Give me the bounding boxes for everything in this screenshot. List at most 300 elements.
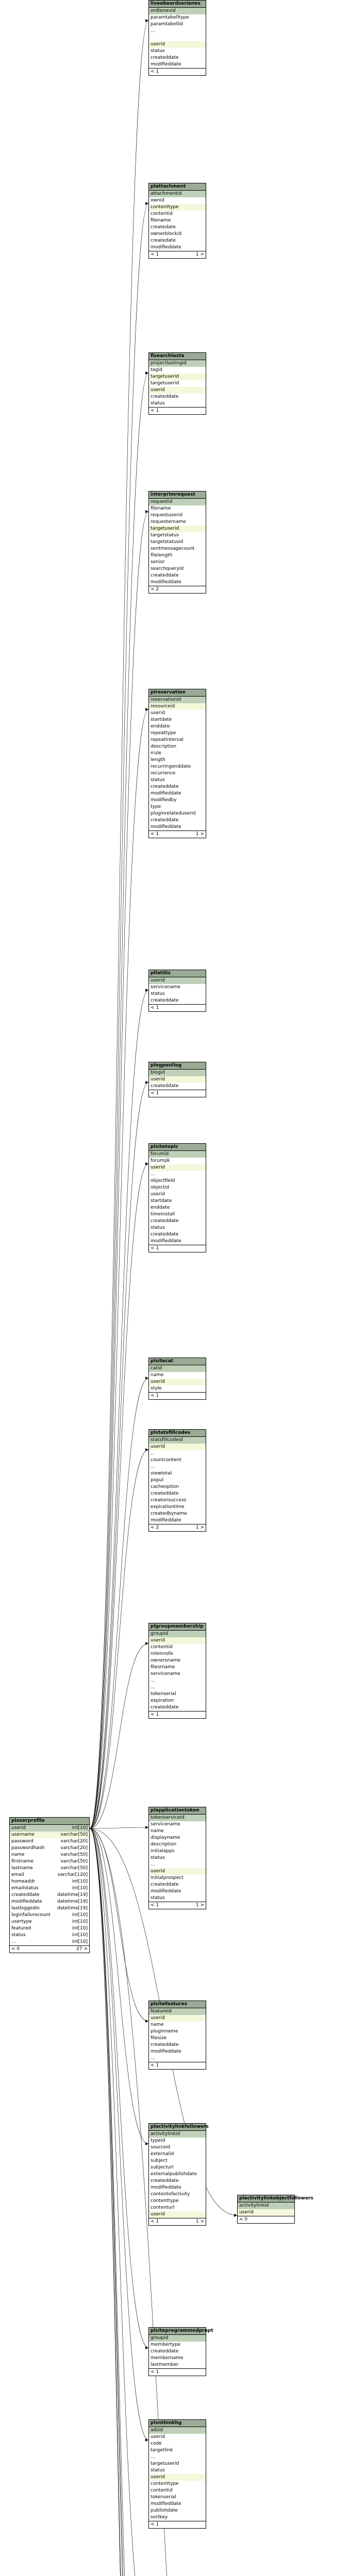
column-name: code <box>151 2441 162 2446</box>
column-row <box>149 804 206 810</box>
column-row <box>10 1872 89 1878</box>
column-name: name <box>11 1852 25 1857</box>
column-row <box>149 2461 206 2467</box>
column-name: servicename <box>151 1671 180 1676</box>
column-row <box>149 1198 206 1205</box>
column-row <box>149 2178 206 2184</box>
column-row <box>10 1885 89 1892</box>
table-header: plactivitylinkfollowers <box>149 2124 206 2131</box>
column-name: createddate <box>151 394 179 399</box>
column-row <box>149 2454 206 2461</box>
column-row <box>149 8 206 14</box>
column-row <box>149 2198 206 2205</box>
relationship-edge <box>90 1828 148 2440</box>
column-row <box>149 2191 206 2198</box>
column-row <box>149 28 206 35</box>
column-name: repeatinterval <box>151 737 184 742</box>
column-name: creatonsuccess <box>151 1498 187 1503</box>
column-name: requestid <box>151 499 173 504</box>
column-row <box>149 1821 206 1828</box>
column-name: contentid <box>151 211 173 216</box>
column-row <box>149 1861 206 1868</box>
column-name: targetlink <box>151 2448 173 2453</box>
column-type: varchar[20] <box>60 1839 88 1844</box>
table-plapplicationtoken <box>148 1807 206 1909</box>
column-name: sourceid <box>151 2145 171 2150</box>
column-name: userid <box>151 1444 165 1449</box>
column-name: firstname <box>11 1859 34 1864</box>
column-name: email <box>11 1872 24 1877</box>
column-row <box>149 1178 206 1184</box>
column-name: forumid <box>151 1151 169 1157</box>
column-name: createdate <box>151 238 176 243</box>
column-name: userid <box>151 1379 165 1384</box>
table-plsiteprogrammedpropt <box>148 2327 213 2376</box>
column-name: modifieddate <box>151 2185 181 2190</box>
column-name: timeinstall <box>151 1212 175 1217</box>
column-name: objectfield <box>151 1178 175 1183</box>
column-row <box>149 2487 206 2494</box>
column-name: externalid <box>151 2151 174 2157</box>
column-name: tokenserial <box>151 2495 176 2500</box>
column-row <box>149 1225 206 1231</box>
parent-count: < 0 <box>11 1946 20 1952</box>
column-row <box>149 984 206 991</box>
column-name: catid <box>151 1366 162 1371</box>
column-name: ownid <box>151 198 164 203</box>
relationship-edge <box>90 1378 148 1828</box>
table-header: plgroupmembership <box>149 1623 206 1631</box>
column-row <box>149 2015 206 2022</box>
column-name: style <box>151 1386 162 1391</box>
column-name: contenttype <box>151 205 179 210</box>
column-name: modifieddate <box>151 824 181 829</box>
table-plsitecat <box>148 1358 206 1400</box>
column-name: projectlastingid <box>151 361 187 366</box>
column-row <box>149 2048 206 2055</box>
column-name: userid <box>151 1869 165 1874</box>
column-row <box>10 1939 89 1945</box>
column-name: servicename <box>151 1822 180 1827</box>
column-name: userid <box>151 1192 165 1197</box>
column-name: tokenserial <box>151 1691 176 1697</box>
column-name: repeattype <box>151 731 176 736</box>
column-name: createddate <box>151 784 179 789</box>
column-row <box>149 777 206 784</box>
column-type: varchar[20] <box>60 1845 88 1851</box>
column-row <box>149 21 206 28</box>
column-row <box>149 2514 206 2521</box>
column-row <box>149 797 206 804</box>
column-name: targetstatusid <box>151 539 184 545</box>
column-name: pluginname <box>151 2029 178 2034</box>
parent-count: < 1 <box>151 1903 159 1908</box>
column-name: userid <box>151 2212 165 2217</box>
column-name: activitylinkid <box>151 2131 180 2137</box>
column-row <box>149 1875 206 1882</box>
table-footer <box>149 2062 206 2069</box>
column-name: targetuserid <box>151 374 179 379</box>
column-row <box>149 1651 206 1657</box>
column-row <box>238 2209 294 2216</box>
column-name: userid <box>151 978 165 983</box>
column-name: publishdate <box>151 2508 178 2513</box>
column-row <box>149 2467 206 2474</box>
column-row <box>10 1892 89 1899</box>
column-row <box>149 1835 206 1841</box>
column-row <box>149 2008 206 2015</box>
parent-count: < 1 <box>151 1712 159 1717</box>
column-row <box>149 2335 206 2342</box>
column-name: userid <box>151 387 165 393</box>
column-name: filesrname <box>151 1665 175 1670</box>
table-plsitetopic <box>148 1143 206 1252</box>
column-row <box>149 1450 206 1457</box>
column-name: filesize <box>151 2036 167 2041</box>
child-count: 1 > <box>195 1903 204 1908</box>
table-plreservation <box>148 689 206 838</box>
parent-count: < 1 <box>151 408 159 413</box>
column-name: ... <box>151 1862 155 1867</box>
relationship-edge <box>90 1827 148 1828</box>
column-row <box>149 1504 206 1511</box>
column-row <box>149 2205 206 2211</box>
relationship-edge <box>90 990 148 1828</box>
table-plgroupmembership <box>148 1623 206 1719</box>
column-name: objectid <box>151 1185 169 1190</box>
column-row <box>149 238 206 244</box>
column-row <box>149 737 206 743</box>
column-name: userid <box>151 2475 165 2480</box>
column-row <box>149 1444 206 1450</box>
column-name: tokenserviceid <box>151 1815 185 1820</box>
column-row <box>149 1218 206 1225</box>
column-name: enddate <box>151 1205 170 1210</box>
column-name: status <box>151 1895 165 1901</box>
column-row <box>149 1657 206 1664</box>
column-row <box>149 824 206 831</box>
column-row <box>149 204 206 211</box>
column-name: sortkey <box>151 2515 168 2520</box>
column-row <box>149 2494 206 2501</box>
column-row <box>149 197 206 204</box>
column-type: varchar[50] <box>60 1866 88 1871</box>
column-name: status <box>11 1933 26 1938</box>
column-row <box>149 817 206 824</box>
column-name: modifieddate <box>151 2049 181 2054</box>
table-plactivitylinkfollowers <box>148 2123 209 2226</box>
table-plsnthinkhg <box>148 2419 206 2529</box>
column-row <box>149 1704 206 1711</box>
column-row <box>149 367 206 374</box>
parent-count: < 2 <box>151 1525 159 1530</box>
column-row <box>149 1211 206 1218</box>
column-name: ... <box>151 1464 155 1469</box>
column-row <box>149 394 206 400</box>
column-name: createddate <box>151 818 179 823</box>
column-type: int[10] <box>72 1879 88 1884</box>
column-name: targetuserid <box>151 2461 179 2466</box>
column-name: searchqueryid <box>151 566 184 571</box>
parent-count: < 1 <box>151 1005 159 1010</box>
column-name: usertype <box>11 1919 32 1924</box>
column-name: contentofactivity <box>151 2192 190 2197</box>
table-plattachment <box>148 183 206 259</box>
table-footer <box>149 1524 206 1531</box>
column-row <box>149 55 206 61</box>
column-row <box>149 1365 206 1372</box>
column-name: createdate <box>151 225 176 230</box>
column-name: contentid <box>151 2488 173 2493</box>
child-count: 27 > <box>76 1946 88 1952</box>
column-row <box>149 2441 206 2447</box>
column-row <box>10 1832 89 1838</box>
table-header: plapplicationtoken <box>149 1807 206 1815</box>
column-name: resourceid <box>151 704 175 709</box>
column-row <box>149 244 206 251</box>
column-name: expirationtime <box>151 1504 185 1510</box>
column-row <box>149 2164 206 2171</box>
column-name: status <box>151 1855 165 1860</box>
column-name: expiration <box>151 1698 174 1703</box>
column-row <box>149 2184 206 2191</box>
column-row <box>149 231 206 238</box>
column-name: initialapps <box>151 1849 175 1854</box>
column-name: emailstatus <box>11 1886 39 1891</box>
child-count: 1 > <box>195 252 204 257</box>
column-row <box>149 217 206 224</box>
relationship-edge <box>90 1082 148 1828</box>
table-footer <box>149 1392 206 1399</box>
relationship-edge <box>90 1828 148 2576</box>
column-name: modifieddate <box>151 1889 181 1894</box>
column-row <box>149 991 206 997</box>
table-header: pluserprofile <box>10 1818 89 1825</box>
parent-count: < 2 <box>151 587 159 592</box>
relationship-edge <box>90 373 148 1828</box>
column-name: createddate <box>151 1232 179 1237</box>
column-name: paramtabellid <box>151 22 183 27</box>
table-footer <box>149 2521 206 2528</box>
column-row <box>149 697 206 703</box>
table-footer <box>149 1245 206 1252</box>
column-name: description <box>151 744 177 749</box>
column-name: startdate <box>151 1198 172 1204</box>
column-row <box>10 1858 89 1865</box>
column-name: startdate <box>151 717 172 722</box>
column-type: int[10] <box>72 1939 88 1944</box>
column-name: createddate <box>151 1083 179 1089</box>
column-name: modifieddate <box>151 791 181 796</box>
table-header: plattachment <box>149 183 206 191</box>
table-fisearchlasta <box>148 352 206 415</box>
column-row <box>149 997 206 1004</box>
column-name: modifieddate <box>151 245 181 250</box>
column-row <box>149 1372 206 1379</box>
column-row <box>149 552 206 559</box>
column-row <box>149 2131 206 2138</box>
column-row <box>149 380 206 387</box>
column-name: activitylinkid <box>239 2203 269 2208</box>
column-name: targetuserid <box>151 381 179 386</box>
column-row <box>149 764 206 770</box>
table-footer <box>149 2368 206 2376</box>
column-type: datetime[19] <box>57 1906 88 1911</box>
column-row <box>149 1205 206 1211</box>
column-row <box>149 191 206 197</box>
column-row <box>149 2211 206 2218</box>
column-name: featured <box>11 1926 31 1931</box>
table-plogpostlog <box>148 1062 206 1097</box>
column-name: userid <box>151 42 165 47</box>
column-row <box>149 1457 206 1464</box>
column-name: modifieddate <box>151 62 181 67</box>
column-name: createddate <box>151 1218 179 1224</box>
column-row <box>149 374 206 380</box>
relationship-edge <box>90 21 148 1828</box>
table-header: plstatsfillcodes <box>149 1430 206 1437</box>
column-name: featureid <box>151 2009 172 2014</box>
column-row <box>149 1631 206 1637</box>
table-header: plsitecat <box>149 1358 206 1365</box>
column-name: length <box>151 757 165 762</box>
column-row <box>149 1637 206 1644</box>
child-count: 1 > <box>195 1525 204 1530</box>
column-type: datetime[19] <box>57 1892 88 1897</box>
column-name: contenttype <box>151 2481 179 2486</box>
column-row <box>149 790 206 797</box>
parent-count: < 1 <box>151 1246 159 1251</box>
column-row <box>149 2151 206 2158</box>
relationship-edge <box>90 1828 148 2576</box>
column-type: int[10] <box>72 1919 88 1924</box>
column-row <box>149 1895 206 1902</box>
table-footer <box>149 251 206 258</box>
column-row <box>149 1517 206 1524</box>
column-name: filelength <box>151 553 173 558</box>
table-footer <box>149 831 206 838</box>
column-row <box>149 2481 206 2487</box>
column-row <box>149 2028 206 2035</box>
column-row <box>10 1878 89 1885</box>
column-row <box>149 1477 206 1484</box>
column-row <box>149 572 206 579</box>
column-row <box>149 505 206 512</box>
column-name: reservationid <box>151 697 181 702</box>
column-name: createddate <box>151 2349 179 2354</box>
column-name: roleinrolls <box>151 1651 173 1656</box>
column-name: passwordhash <box>11 1845 45 1851</box>
table-footer <box>149 1711 206 1718</box>
table-header: fisearchlasta <box>149 353 206 360</box>
column-name: createddate <box>11 1892 40 1897</box>
column-name: senior <box>151 560 165 565</box>
column-name: name <box>151 2022 164 2027</box>
column-row <box>10 1838 89 1845</box>
column-row <box>149 224 206 231</box>
table-footer <box>238 2216 294 2223</box>
column-name: countcontent <box>151 1458 181 1463</box>
column-name: status <box>151 777 165 783</box>
column-row <box>149 1379 206 1385</box>
column-row <box>149 1684 206 1691</box>
column-row <box>149 1083 206 1090</box>
column-row <box>149 1076 206 1083</box>
column-name: modifieddate <box>151 580 181 585</box>
column-name: homeaddr <box>11 1879 36 1884</box>
column-row <box>149 539 206 546</box>
column-name: userid <box>151 2434 165 2439</box>
column-row <box>149 810 206 817</box>
column-row <box>10 1852 89 1858</box>
column-row <box>149 723 206 730</box>
table-header: plreservation <box>149 689 206 697</box>
column-row <box>149 1677 206 1684</box>
column-name: ... <box>11 1939 16 1944</box>
column-row <box>149 770 206 777</box>
column-row <box>149 1490 206 1497</box>
column-row <box>238 2202 294 2209</box>
column-row <box>149 559 206 566</box>
column-name: ... <box>151 1685 155 1690</box>
relationship-edge <box>90 204 148 1828</box>
table-plactivitylinkobjectfollowers <box>237 2195 313 2224</box>
column-row <box>149 710 206 717</box>
column-name: createddate <box>151 2042 179 2047</box>
column-name: name <box>151 1828 164 1834</box>
column-name <box>151 35 152 41</box>
column-row <box>149 1644 206 1651</box>
column-name: attachmentid <box>151 191 182 196</box>
column-name: createddate <box>151 998 179 1003</box>
column-name: blogid <box>151 1070 165 1075</box>
column-name: statsfillcodeid <box>151 1437 183 1443</box>
relationship-edge <box>90 1828 148 2348</box>
column-type: varchar[50] <box>60 1859 88 1864</box>
column-row <box>149 1888 206 1895</box>
table-header: plsitefeatures <box>149 2001 206 2008</box>
column-name: recurringenddate <box>151 764 191 769</box>
column-name: modifiedby <box>151 798 177 803</box>
relationship-edge <box>90 1828 148 2576</box>
column-name: ownersname <box>151 1658 181 1663</box>
column-name: userid <box>151 1638 165 1643</box>
column-row <box>149 14 206 21</box>
column-row <box>149 1164 206 1171</box>
column-row <box>149 1828 206 1835</box>
column-type: varchar[50] <box>60 1832 88 1837</box>
table-header: plsitetopic <box>149 1144 206 1151</box>
column-name: recurrence <box>151 771 176 776</box>
column-row <box>149 1664 206 1671</box>
column-row <box>10 1825 89 1832</box>
parent-count: < 1 <box>151 2219 159 2224</box>
column-row <box>149 1184 206 1191</box>
column-name: type <box>151 804 161 809</box>
column-name: userid <box>239 2210 254 2215</box>
column-name: createddate <box>151 55 179 60</box>
column-name: createddate <box>151 1491 179 1496</box>
child-count: 1 > <box>195 832 204 837</box>
column-row <box>149 1070 206 1076</box>
column-name: membername <box>151 2355 184 2361</box>
column-row <box>149 2342 206 2348</box>
parent-count: < 0 <box>239 2217 248 2222</box>
column-name: ... <box>151 2056 155 2061</box>
column-name: status <box>151 48 165 54</box>
table-plsitefeatures <box>148 2001 206 2070</box>
table-header: plactivitylinkobjectfollowers <box>238 2195 294 2202</box>
